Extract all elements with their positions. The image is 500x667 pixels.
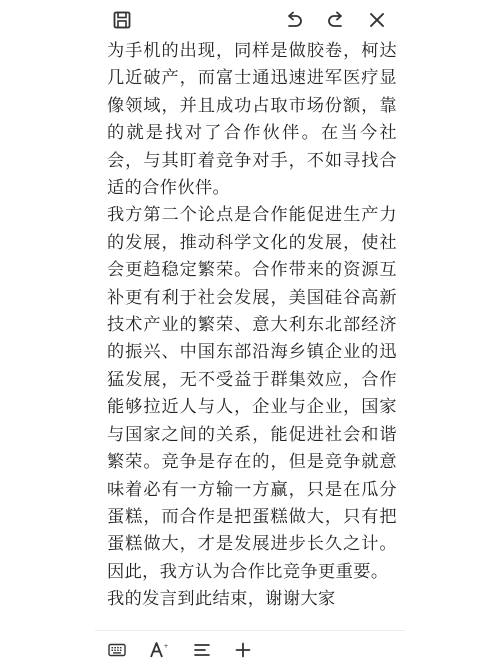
paragraph-2: 我方第二个论点是合作能促进生产力的发展，推动科学文化的发展，使社会更趋稳定繁荣。合作带来的资源互补更有利于社会发展，美国硅谷高新技术产业的繁荣、意大利东北部经济的振兴、中国东部沿海乡镇企业的迅猛发展，无不受益于群集效应，合作能够拉近人与人，企业与企业，国家与国家之间的关系，能促进社会和谐繁荣。竞争是存在的，但是竞争就意味着必有一方输一方赢，只是在瓜分蛋糕，而合作是把蛋糕做大，只有把蛋糕做大，才是发展进步长久之计。因此，我方认为合作比竞争更重要。 xyxy=(107,205,397,582)
add-icon xyxy=(235,642,251,658)
keyboard-icon xyxy=(108,643,126,657)
add-button[interactable] xyxy=(232,639,254,661)
undo-icon xyxy=(284,11,304,29)
text-format-icon xyxy=(149,641,169,659)
bottom-toolbar xyxy=(95,630,405,667)
top-toolbar xyxy=(95,0,405,40)
save-icon xyxy=(113,11,131,29)
align-icon xyxy=(194,643,210,657)
note-body[interactable] xyxy=(107,38,397,614)
close-button[interactable] xyxy=(365,8,389,32)
save-button[interactable] xyxy=(110,8,134,32)
paragraph-1: 为手机的出现，同样是做胶卷，柯达几近破产，而富士通迅速进军医疗显像领域，并且成功占取市场份额，靠的就是找对了合作伙伴。在当今社会，与其盯着竞争对手，不如寻找合适的合作伙伴。 xyxy=(107,41,397,199)
keyboard-button[interactable] xyxy=(106,639,128,661)
paragraph-3: 我的发言到此结束，谢谢大家 xyxy=(107,589,336,610)
align-button[interactable] xyxy=(191,639,213,661)
redo-button[interactable] xyxy=(324,8,348,32)
redo-icon xyxy=(326,11,346,29)
text-format-button[interactable] xyxy=(148,639,170,661)
close-icon xyxy=(369,12,385,28)
undo-button[interactable] xyxy=(282,8,306,32)
svg-text:+: + xyxy=(163,643,169,650)
note-editor-window xyxy=(95,0,405,667)
